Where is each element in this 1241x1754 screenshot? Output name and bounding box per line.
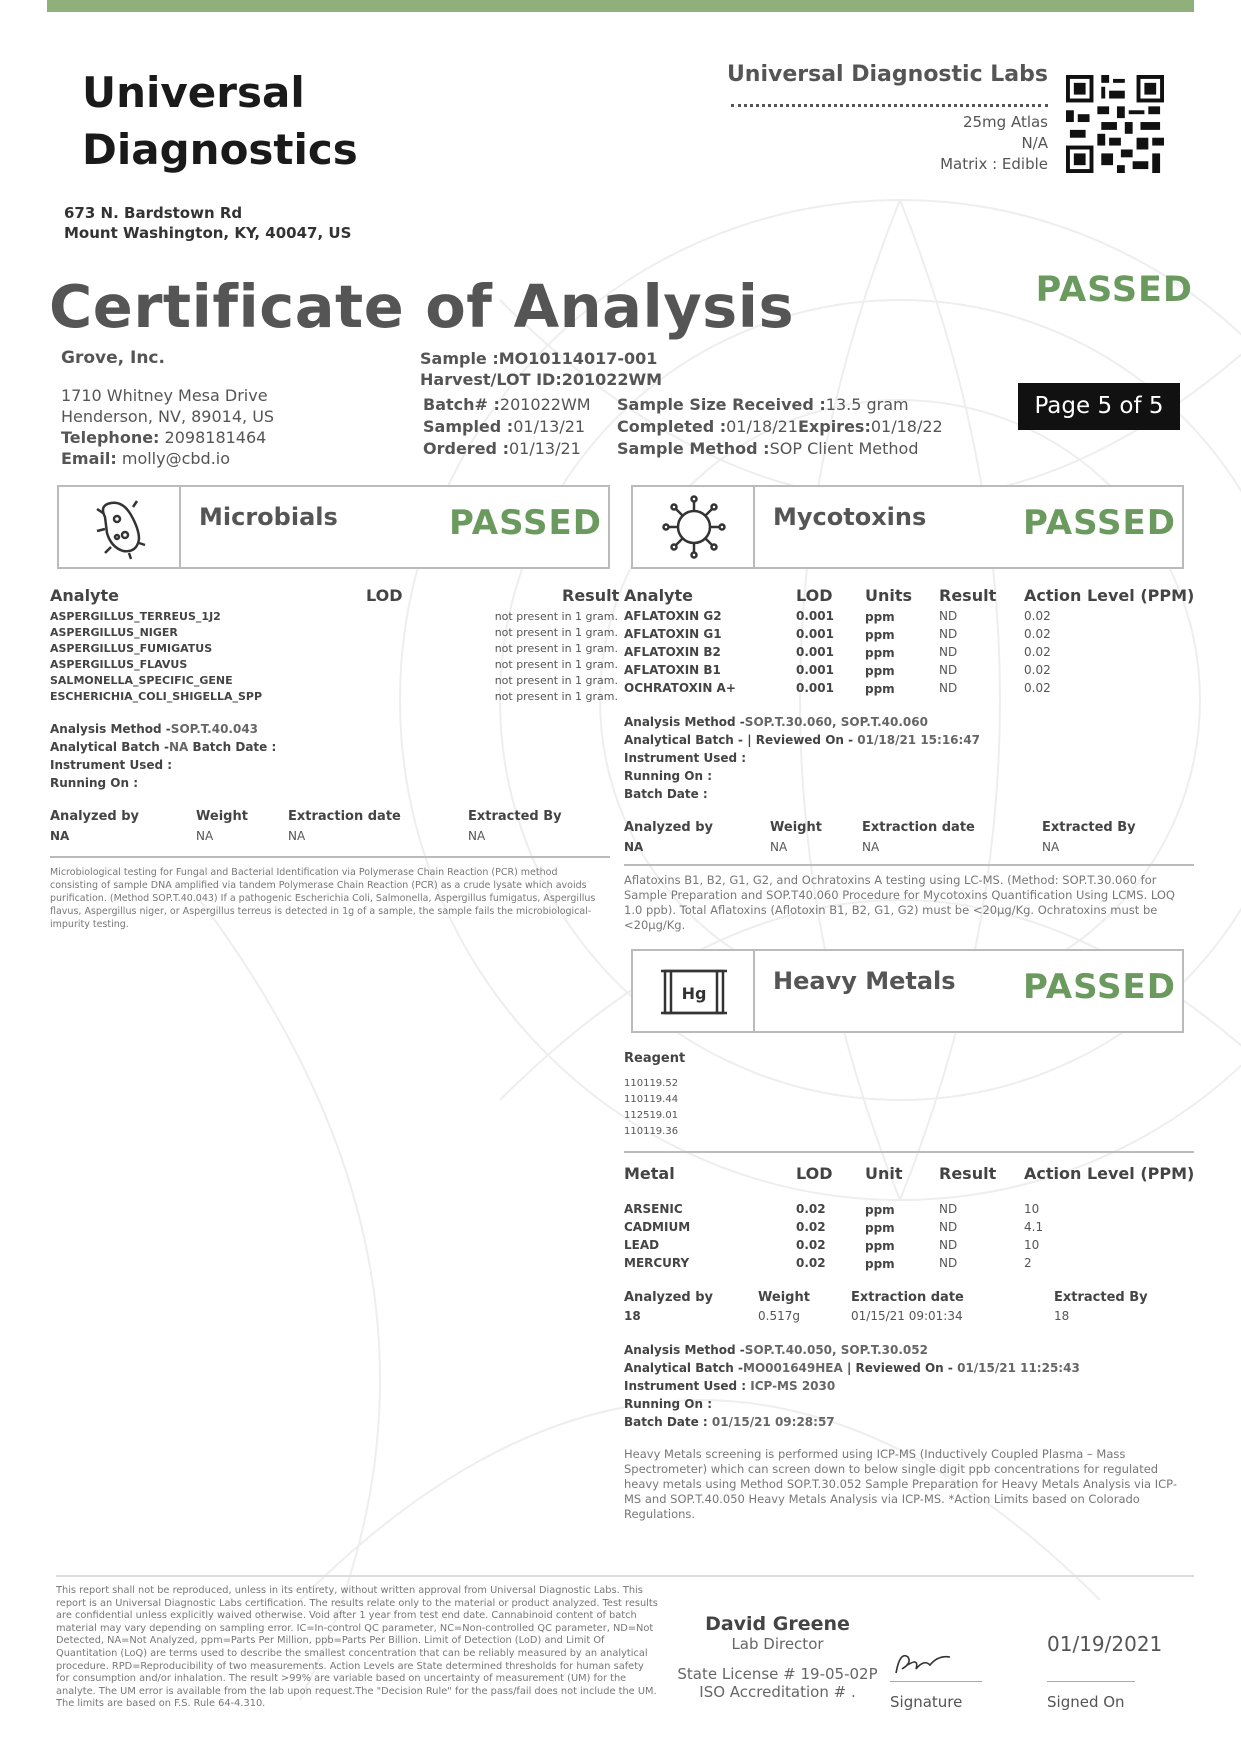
analyte-name: ASPERGILLUS_FUMIGATUS <box>50 642 213 655</box>
list-item: 110119.44 <box>624 1094 679 1105</box>
ext-header: Weight <box>770 820 822 835</box>
mycotoxins-method-block <box>624 713 980 803</box>
metals-col-metal: Metal <box>624 1164 675 1183</box>
analyte-result: ND <box>939 627 958 641</box>
method-label: Analysis Method - <box>624 715 745 729</box>
metal-action-level: 10 <box>1024 1238 1040 1252</box>
overall-status-badge: PASSED <box>1035 270 1193 310</box>
ext-value: NA <box>468 829 486 843</box>
virus-icon <box>633 487 755 567</box>
metals-col-result: Result <box>939 1164 997 1183</box>
instrument-label: Instrument Used : <box>50 758 173 772</box>
running-label: Running On : <box>624 769 713 783</box>
client-street: 1710 Whitney Mesa Drive <box>61 386 268 405</box>
metal-lod: 0.02 <box>796 1256 826 1270</box>
metal-action-level: 2 <box>1024 1256 1032 1270</box>
page-indicator: Page 5 of 5 <box>1018 383 1180 430</box>
ext-header: Weight <box>196 809 248 824</box>
ext-value: 0.517g <box>758 1309 800 1323</box>
analyte-name: ASPERGILLUS_NIGER <box>50 626 178 639</box>
metals-col-unit: Unit <box>865 1164 903 1183</box>
mycotoxins-card <box>631 485 1184 569</box>
heavy-metals-note: Heavy Metals screening is performed using ICP-MS (Inductively Coupled Plasma – Mass Spectrometer) which can screen down to below single digit ppb concentrations for regulated heavy metals using Method SOP.T.30.052 Sample Preparation for Heavy Metals Analysis via ICP-MS and SOP.T.40.050 Heavy Metals Analysis via ICP-MS. *Action Limits based on Colorado Regulations. <box>624 1447 1177 1521</box>
running-label: Running On : <box>50 776 139 790</box>
batch-label: Analytical Batch - <box>50 740 170 754</box>
metal-result: ND <box>939 1238 958 1252</box>
logo-line-2: Diagnostics <box>82 125 358 174</box>
analyte-lod: 0.001 <box>796 645 834 659</box>
analyte-name: AFLATOXIN B1 <box>624 663 721 677</box>
brand-logo <box>82 64 358 178</box>
instrument-label: Instrument Used : <box>624 1379 747 1393</box>
signature-label: Signature <box>890 1693 963 1711</box>
heavy-metals-title: Heavy Metals <box>773 967 956 995</box>
instrument-label: Instrument Used : <box>624 751 747 765</box>
ext-header: Extraction date <box>862 820 975 835</box>
analyte-result: ND <box>939 681 958 695</box>
mycotoxins-note: Aflatoxins B1, B2, G1, G2, and Ochratoxins A testing using LC-MS. (Method: SOP.T.30.060 for Sample Preparation and SOP.T40.060 Procedure for Mycotoxins Quantification Using LCMS. LOQ 1.0 ppb). Total Aflatoxins (Aflotoxin B1, B2, G1, G2) must be <20µg/Kg. Ochratoxins must be <20µg/Kg. <box>624 873 1175 932</box>
page-title: Certificate of Analysis <box>49 272 795 341</box>
method-value: SOP.T.30.060, SOP.T.40.060 <box>744 715 928 729</box>
analyte-result: ND <box>939 609 958 623</box>
list-item: 110119.52 <box>624 1078 679 1089</box>
lab-address <box>64 203 351 243</box>
metal-lod: 0.02 <box>796 1202 826 1216</box>
size-label: Sample Size Received : <box>617 395 826 414</box>
sample-label: Sample : <box>420 349 499 368</box>
footer-disclaimer: This report shall not be reproduced, unless in its entirety, without written approval from Universal Diagnostic Labs. This report is an Universal Diagnostic Labs certification. The results relate only to the material or product analyzed. Test results are confidential unless explicitly waived otherwise. Void after 1 year from test end date. Cannabinoid content of batch material may vary depending on sampling error. IC=In-control QC parameter, NC=Non-controlled QC parameter, ND=Not Detected, NA=Not Analyzed, ppm=Parts Per Million, ppb=Parts Per Billion. Limit of Detection (LoD) and Limit Of Quantitation (LoQ) are terms used to describe the smallest concentration that can be reliably measured by an analytical procedure. RPD=Reproducibility of two measurements. Action Levels are State determined thresholds for human safety for consumption and/or inhalation. The result >99% are variable based on uncertainty of measurement (UM) for the analyte. The UM error is available from the lab upon request.The "Decision Rule" for the pass/fail does not include the UM. The limits are based on F.S. Rule 64-4.310. <box>56 1585 658 1710</box>
analyte-name: OCHRATOXIN A+ <box>624 681 736 695</box>
completed-value: 01/18/21 <box>726 417 798 436</box>
sample-details <box>617 394 943 460</box>
analyte-result: not present in 1 gram. <box>494 690 618 703</box>
bacteria-icon <box>59 487 181 567</box>
ext-value: 18 <box>624 1309 641 1323</box>
analyte-result: not present in 1 gram. <box>494 674 618 687</box>
metal-unit: ppm <box>865 1203 895 1217</box>
bacteria-icon-cell <box>59 487 181 567</box>
sampled-label: Sampled : <box>423 417 514 436</box>
ext-header: Extracted By <box>1054 1290 1148 1305</box>
completed-label: Completed : <box>617 417 727 436</box>
ext-header: Extracted By <box>1042 820 1136 835</box>
microbials-col-analyte: Analyte <box>50 586 119 605</box>
analyte-result: not present in 1 gram. <box>494 610 618 623</box>
reviewed-value: 01/15/21 11:25:43 <box>952 1361 1080 1375</box>
ext-header: Analyzed by <box>624 820 714 835</box>
ext-value: NA <box>196 829 214 843</box>
reviewed-label: | Reviewed On - <box>842 1361 953 1375</box>
reagent-label: Reagent <box>624 1051 686 1066</box>
reviewed-value: 01/18/21 15:16:47 <box>853 733 981 747</box>
analyte-units: ppm <box>865 628 895 642</box>
analyte-result: ND <box>939 663 958 677</box>
state-license: State License # 19-05-02P <box>677 1665 878 1683</box>
address-line-1: 673 N. Bardstown Rd <box>64 204 243 222</box>
signed-on-label: Signed On <box>1047 1693 1125 1711</box>
analyte-name: ASPERGILLUS_TERREUS_1J2 <box>50 610 221 623</box>
microbials-title: Microbials <box>199 503 338 531</box>
analyte-units: ppm <box>865 646 895 660</box>
director-name: David Greene <box>705 1613 850 1635</box>
metal-name: CADMIUM <box>624 1220 691 1234</box>
analyte-lod: 0.001 <box>796 681 834 695</box>
sampled-value: 01/13/21 <box>513 417 586 436</box>
metal-unit: ppm <box>865 1221 895 1235</box>
method-value: SOP Client Method <box>769 439 919 458</box>
email-label: Email: <box>61 449 117 468</box>
analyte-name: ASPERGILLUS_FLAVUS <box>50 658 188 671</box>
running-label: Running On : <box>624 1397 713 1411</box>
signature-line <box>890 1681 982 1682</box>
analyte-action-level: 0.02 <box>1024 645 1051 659</box>
analyte-lod: 0.001 <box>796 663 834 677</box>
analyte-result: not present in 1 gram. <box>494 642 618 655</box>
client-telephone: 2098181464 <box>164 428 267 447</box>
sample-dates <box>423 394 591 460</box>
lot-label: Harvest/LOT ID: <box>420 370 562 389</box>
ordered-label: Ordered : <box>423 439 509 458</box>
virus-icon-cell <box>633 487 755 567</box>
divider <box>624 864 1194 866</box>
mycotoxins-col-result: Result <box>939 586 997 605</box>
client-name: Grove, Inc. <box>61 348 165 368</box>
microbials-note: Microbiological testing for Fungal and Bacterial Identification via Polymerase Chain Reaction (PCR) method consisting of sample DNA amplified via tandem Polymerase Chain Reaction (PCR) as a crude lysate which avoids purification. (Method SOP.T.40.043) If a pathogenic Escherichia Coli, Salmonella, Aspergillus fumigatus, Aspergillus flavus, Aspergillus niger, or Aspergillus terreus is detected in 1g of a sample, the sample fails the microbiological-impurity testing. <box>50 867 596 930</box>
iso-accreditation: ISO Accreditation # . <box>699 1683 856 1701</box>
metals-method-block <box>624 1341 1080 1431</box>
analyte-result: not present in 1 gram. <box>494 658 618 671</box>
reagent-list <box>624 1076 678 1140</box>
ext-header: Extracted By <box>468 809 562 824</box>
client-city: Henderson, NV, 89014, US <box>61 407 275 426</box>
analyte-name: AFLATOXIN G1 <box>624 627 722 641</box>
ext-value: NA <box>1042 840 1060 854</box>
telephone-label: Telephone: <box>61 428 160 447</box>
metal-result: ND <box>939 1202 958 1216</box>
mycotoxins-col-units: Units <box>865 586 913 605</box>
dotted-divider <box>731 104 1048 107</box>
analyte-result: not present in 1 gram. <box>494 626 618 639</box>
analyte-action-level: 0.02 <box>1024 681 1051 695</box>
mycotoxins-col-action: Action Level (PPM) <box>1024 586 1195 605</box>
batch-date-value: 01/15/21 09:28:57 <box>707 1415 835 1429</box>
ext-value: NA <box>624 840 644 854</box>
ext-value: NA <box>50 829 70 843</box>
list-item: 112519.01 <box>624 1110 679 1121</box>
ext-value: NA <box>862 840 880 854</box>
mycotoxins-col-analyte: Analyte <box>624 586 693 605</box>
batch-date-label: Batch Date : <box>192 740 277 754</box>
address-line-2: Mount Washington, KY, 40047, US <box>64 224 352 242</box>
batch-value: NA <box>169 740 189 754</box>
reviewed-label: | Reviewed On - <box>743 733 854 747</box>
method-label: Sample Method : <box>617 439 770 458</box>
analyte-name: AFLATOXIN B2 <box>624 645 721 659</box>
qr-code-icon[interactable] <box>1066 75 1164 173</box>
microbials-card <box>57 485 610 569</box>
method-value: SOP.T.40.050, SOP.T.30.052 <box>744 1343 928 1357</box>
metal-lod: 0.02 <box>796 1238 826 1252</box>
metal-name: MERCURY <box>624 1256 690 1270</box>
client-info <box>61 348 274 469</box>
signed-line <box>1047 1681 1135 1682</box>
metal-result: ND <box>939 1220 958 1234</box>
batch-label: Analytical Batch - <box>624 1361 744 1375</box>
ext-header: Weight <box>758 1290 810 1305</box>
method-value: SOP.T.40.043 <box>170 722 259 736</box>
mycotoxins-title: Mycotoxins <box>773 503 927 531</box>
lot-id: 201022WM <box>561 370 663 389</box>
ext-header: Analyzed by <box>624 1290 714 1305</box>
microbials-status: PASSED <box>448 503 602 543</box>
signature-scribble-icon <box>890 1647 960 1679</box>
metal-name: LEAD <box>624 1238 660 1252</box>
sample-id: MO10114017-001 <box>498 349 658 368</box>
batch-date-label: Batch Date : <box>624 1415 708 1429</box>
mycotoxins-status: PASSED <box>1022 503 1176 543</box>
mercury-icon-label: Hg <box>681 984 707 1003</box>
sample-ids <box>420 348 662 390</box>
analyte-lod: 0.001 <box>796 627 834 641</box>
batch-value: 201022WM <box>499 395 591 414</box>
analyte-action-level: 0.02 <box>1024 609 1051 623</box>
ext-header: Extraction date <box>288 809 401 824</box>
metal-name: ARSENIC <box>624 1202 683 1216</box>
analyte-units: ppm <box>865 610 895 624</box>
mycotoxins-col-lod: LOD <box>796 586 833 605</box>
method-label: Analysis Method - <box>624 1343 745 1357</box>
analyte-name: ESCHERICHIA_COLI_SHIGELLA_SPP <box>50 690 263 703</box>
instrument-value: ICP-MS 2030 <box>746 1379 836 1393</box>
analyte-units: ppm <box>865 682 895 696</box>
product-matrix: Matrix : Edible <box>940 155 1048 173</box>
footer-divider <box>56 1575 1194 1577</box>
ordered-value: 01/13/21 <box>508 439 581 458</box>
batch-date-label: Batch Date : <box>624 787 708 801</box>
size-value: 13.5 gram <box>825 395 909 414</box>
analyte-lod: 0.001 <box>796 609 834 623</box>
ext-value: NA <box>288 829 306 843</box>
divider <box>624 1151 1194 1153</box>
metals-col-action: Action Level (PPM) <box>1024 1164 1195 1183</box>
hg-icon-cell <box>633 951 755 1031</box>
batch-label: Batch# : <box>423 395 500 414</box>
analyte-action-level: 0.02 <box>1024 663 1051 677</box>
director-block <box>665 1613 890 1701</box>
microbials-method-block <box>50 720 276 792</box>
lab-name: Universal Diagnostic Labs <box>726 62 1048 87</box>
metal-lod: 0.02 <box>796 1220 826 1234</box>
product-meta <box>940 112 1048 175</box>
batch-value: MO001649HEA <box>743 1361 843 1375</box>
metal-action-level: 4.1 <box>1024 1220 1044 1234</box>
analyte-action-level: 0.02 <box>1024 627 1051 641</box>
director-title: Lab Director <box>731 1635 824 1653</box>
expires-value: 01/18/22 <box>870 417 943 436</box>
analyte-name: SALMONELLA_SPECIFIC_GENE <box>50 674 233 687</box>
metal-result: ND <box>939 1256 958 1270</box>
heavy-metals-card <box>631 949 1184 1033</box>
analyte-name: AFLATOXIN G2 <box>624 609 722 623</box>
ext-value: 01/15/21 09:01:34 <box>851 1309 963 1323</box>
mercury-icon <box>633 951 755 1031</box>
logo-line-1: Universal <box>82 68 305 117</box>
divider <box>50 856 610 858</box>
expires-label: Expires: <box>797 417 871 436</box>
microbials-col-lod: LOD <box>366 586 403 605</box>
metal-action-level: 10 <box>1024 1202 1040 1216</box>
ext-value: NA <box>770 840 788 854</box>
heavy-metals-status: PASSED <box>1022 967 1176 1007</box>
ext-value: 18 <box>1054 1309 1070 1323</box>
product-sub: N/A <box>1021 134 1048 152</box>
analyte-units: ppm <box>865 664 895 678</box>
metal-unit: ppm <box>865 1257 895 1271</box>
ext-header: Extraction date <box>851 1290 964 1305</box>
microbials-col-result: Result <box>562 586 620 605</box>
list-item: 110119.36 <box>624 1126 679 1137</box>
method-label: Analysis Method - <box>50 722 171 736</box>
metal-unit: ppm <box>865 1239 895 1253</box>
batch-label: Analytical Batch - <box>624 733 744 747</box>
client-email[interactable]: molly@cbd.io <box>121 449 231 468</box>
signed-date: 01/19/2021 <box>1047 1632 1163 1656</box>
metals-col-lod: LOD <box>796 1164 833 1183</box>
analyte-result: ND <box>939 645 958 659</box>
ext-header: Analyzed by <box>50 809 140 824</box>
product-name: 25mg Atlas <box>962 113 1048 131</box>
